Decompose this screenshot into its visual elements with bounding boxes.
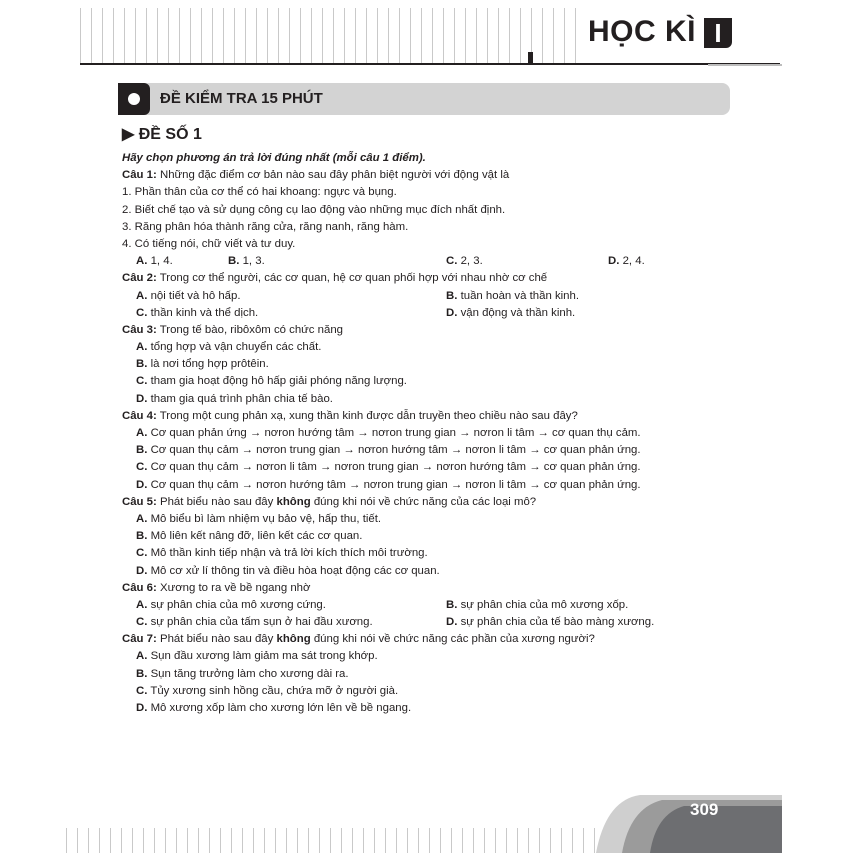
statement: 3. Răng phân hóa thành răng cửa, răng nanh, răng hàm.	[122, 220, 409, 233]
section-title: ĐỀ KIỂM TRA 15 PHÚT	[160, 90, 323, 107]
option-text: sự phân chia của tế bào màng xương.	[457, 616, 655, 629]
statement: 2. Biết chế tạo và sử dụng công cụ lao động vào những mục đích nhất định.	[122, 203, 506, 216]
question-text: Xương to ra về bề ngang nhờ	[156, 581, 311, 594]
question-text: Trong cơ thể người, các cơ quan, hệ cơ quan phối hợp với nhau nhờ cơ chế	[156, 272, 548, 285]
question-number: Câu 1:	[122, 169, 157, 182]
option-letter: B.	[446, 289, 458, 302]
option-text: vận động và thần kinh.	[457, 306, 576, 319]
option-text: sự phân chia của mô xương cứng.	[147, 598, 326, 611]
option-letter: D.	[446, 306, 458, 319]
option-letter: C.	[136, 547, 148, 560]
term-title: HỌC KÌ	[588, 15, 696, 48]
question-number: Câu 7:	[122, 633, 157, 646]
option-letter: A.	[136, 341, 148, 354]
question-number: Câu 6:	[122, 581, 157, 594]
question-text: Những đặc điểm cơ bản nào sau đây phân biệt người với động vật là	[156, 169, 510, 182]
question-emphasis: không	[276, 633, 311, 646]
instruction: Hãy chọn phương án trả lời đúng nhất (mỗi câu 1 điểm).	[122, 152, 426, 164]
question-text: đúng khi nói về chức năng của các loại mô?	[310, 495, 537, 508]
option-letter: B.	[228, 255, 240, 268]
option-text: Mô liên kết nâng đỡ, liên kết các cơ quan.	[147, 530, 363, 543]
play-triangle-icon: ▶	[122, 126, 139, 143]
option-letter: C.	[136, 306, 148, 319]
option-text: 1, 4.	[147, 255, 173, 268]
question-number: Câu 2:	[122, 272, 157, 285]
option-text: Sụn tăng trưởng làm cho xương dài ra.	[147, 667, 349, 680]
option-letter: B.	[446, 598, 458, 611]
option-letter: D.	[136, 702, 148, 714]
statement: 1. Phần thân của cơ thể có hai khoang: ngực và bụng.	[122, 186, 397, 199]
option-text: tham gia quá trình phân chia tế bào.	[147, 392, 333, 405]
option-letter: A.	[136, 427, 148, 439]
page-number: 309	[690, 800, 719, 819]
option-text: Tủy xương sinh hồng cầu, chứa mỡ ở người già.	[147, 684, 399, 697]
option-letter: A.	[136, 598, 148, 611]
option-text: tham gia hoạt động hô hấp giải phóng năng lượng.	[147, 375, 407, 388]
option-text: Cơ quan thụ cảm → nơron li tâm → nơron trung gian → nơron hướng tâm → cơ quan phản ứng.	[147, 461, 641, 474]
question-emphasis: không	[276, 495, 311, 508]
option-letter: B.	[136, 444, 148, 457]
question-text: đúng khi nói về chức năng các phần của xương người?	[310, 633, 595, 646]
option-text: 2, 4.	[619, 255, 645, 268]
option-letter: A.	[136, 289, 148, 302]
option-text: Mô thần kinh tiếp nhận và trả lời kích thích môi trường.	[147, 547, 428, 560]
option-letter: C.	[136, 375, 148, 388]
option-letter: C.	[136, 461, 148, 474]
question-text: Trong một cung phản xạ, xung thần kinh được dẫn truyền theo chiều nào sau đây?	[156, 409, 578, 422]
option-letter: D.	[136, 392, 148, 405]
option-letter: A.	[136, 512, 148, 525]
option-text: Sụn đầu xương làm giảm ma sát trong khớp.	[147, 650, 378, 663]
option-text: là nơi tổng hợp prôtêin.	[147, 358, 269, 371]
option-letter: D.	[136, 478, 148, 491]
option-text: sự phân chia của mô xương xốp.	[457, 598, 629, 611]
question-text: Trong tế bào, ribôxôm có chức năng	[156, 323, 343, 336]
option-letter: A.	[136, 255, 148, 268]
option-letter: C.	[136, 616, 148, 629]
option-text: Mô xương xốp làm cho xương lớn lên về bề ngang.	[147, 702, 412, 714]
question-text: Phát biểu nào sau đây	[156, 633, 277, 646]
question-number: Câu 3:	[122, 323, 157, 336]
question-text: Phát biểu nào sau đây	[156, 495, 277, 508]
option-text: thần kinh và thể dịch.	[147, 306, 259, 319]
option-letter: C.	[136, 684, 148, 697]
question-number: Câu 4:	[122, 409, 157, 422]
statement: 4. Có tiếng nói, chữ viết và tư duy.	[122, 237, 296, 250]
option-letter: B.	[136, 530, 148, 543]
option-text: sự phân chia của tấm sụn ở hai đầu xương.	[147, 616, 373, 629]
option-text: tuần hoàn và thần kinh.	[457, 289, 579, 302]
question-number: Câu 5:	[122, 495, 157, 508]
option-text: Mô biểu bì làm nhiệm vụ bảo vệ, hấp thu, tiết.	[147, 512, 382, 525]
option-text: Cơ quan thụ cảm → nơron hướng tâm → nơron trung gian → nơron li tâm → cơ quan phản ứng.	[147, 478, 641, 491]
option-letter: D.	[446, 616, 458, 629]
option-letter: D.	[608, 255, 620, 268]
option-text: tổng hợp và vận chuyển các chất.	[147, 341, 322, 354]
option-text: Cơ quan thụ cảm → nơron trung gian → nơron hướng tâm → nơron li tâm → cơ quan phản ứng.	[147, 444, 641, 457]
option-text: nội tiết và hô hấp.	[147, 289, 241, 302]
option-letter: C.	[446, 255, 458, 268]
option-letter: A.	[136, 650, 148, 663]
option-text: Cơ quan phản ứng → nơron hướng tâm → nơron trung gian → nơron li tâm → cơ quan thụ cảm.	[147, 427, 641, 439]
term-number-box: I	[704, 18, 732, 48]
option-letter: D.	[136, 564, 148, 577]
option-text: 1, 3.	[239, 255, 265, 268]
exam-title-text: ĐỀ SỐ 1	[138, 126, 202, 143]
option-letter: B.	[136, 358, 148, 371]
option-letter: B.	[136, 667, 148, 680]
option-text: 2, 3.	[457, 255, 483, 268]
option-text: Mô cơ xử lí thông tin và điều hòa hoạt động các cơ quan.	[147, 564, 440, 577]
